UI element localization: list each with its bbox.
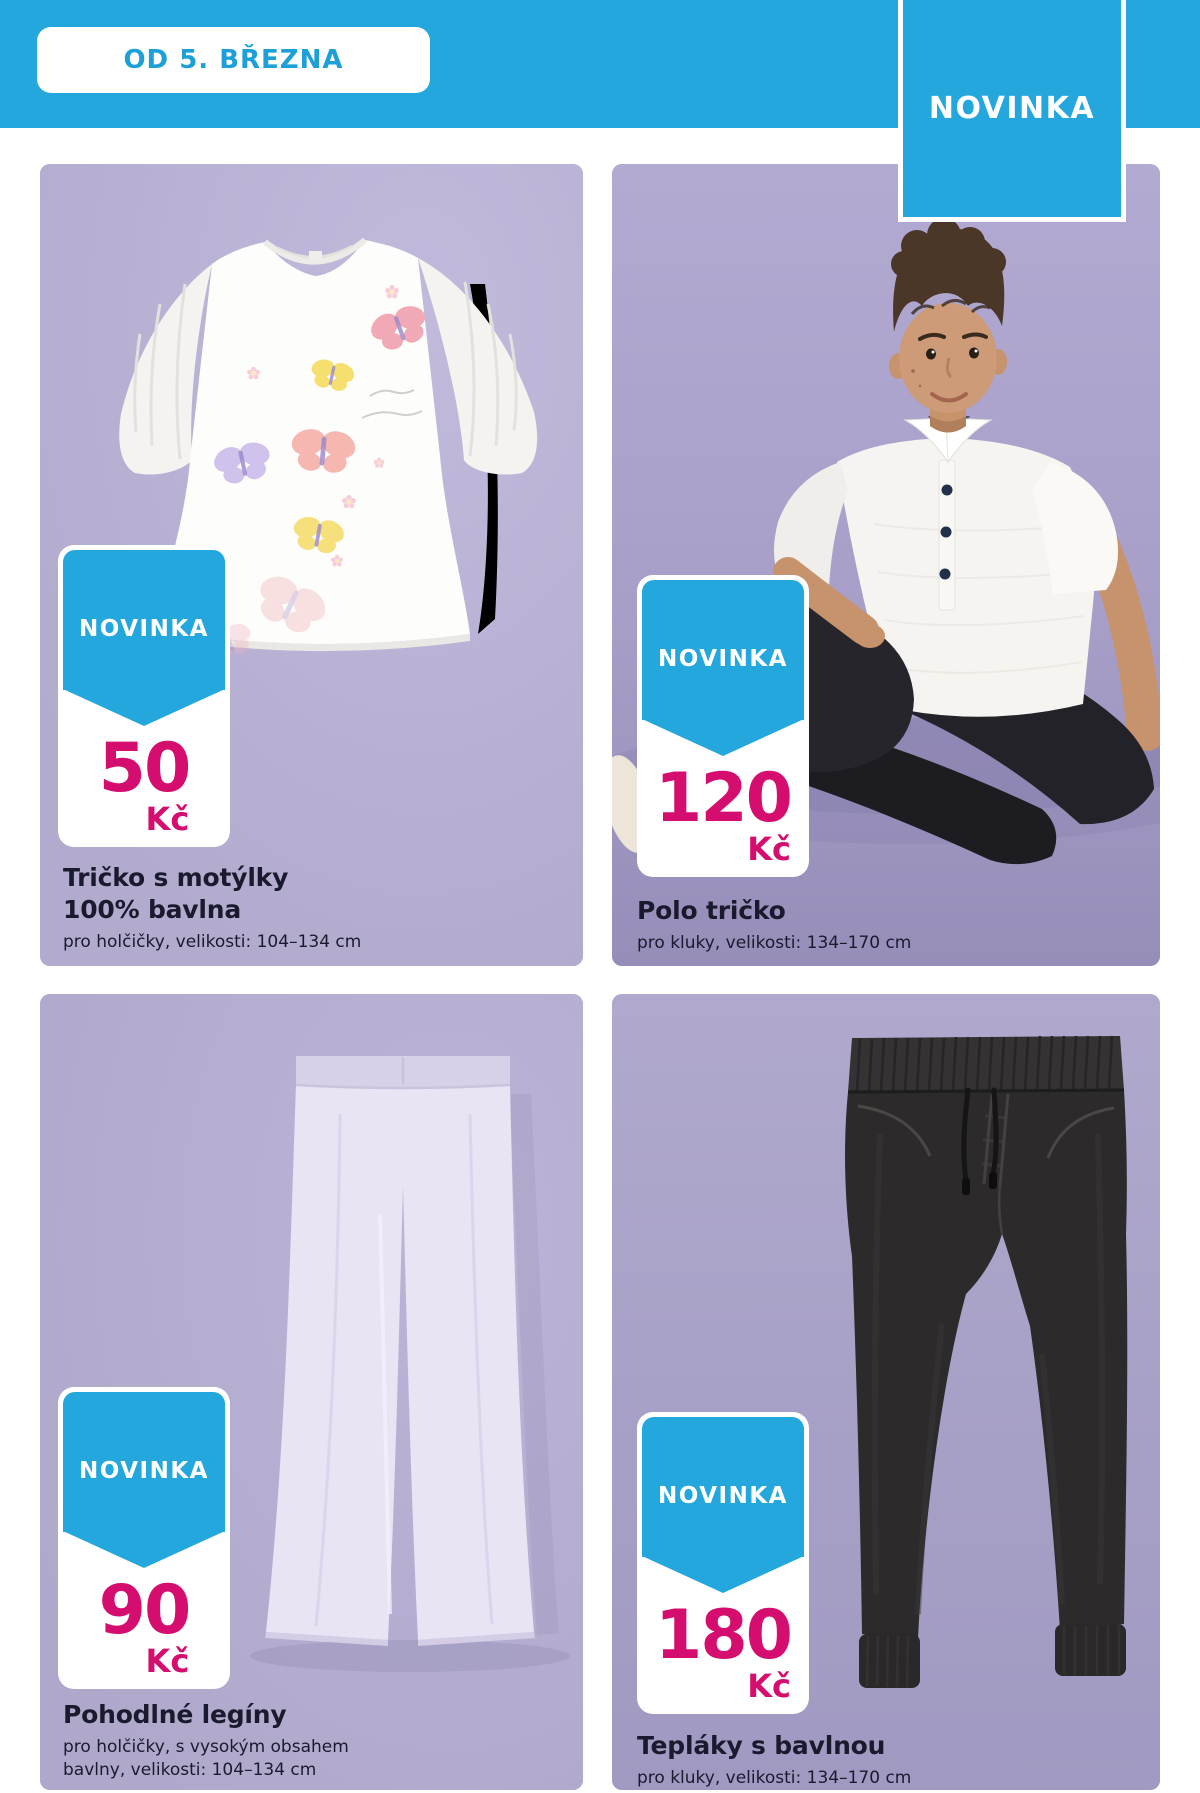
novinka-label: NOVINKA [658,1483,788,1509]
novinka-ribbon [637,1412,809,1714]
novinka-pennant [642,1417,804,1557]
price-currency: Kč [747,1667,791,1705]
product-caption [637,1730,911,1790]
product-description: pro kluky, velikosti: 134–170 cm [637,933,912,953]
price-currency: Kč [747,830,791,868]
corner-badge-inner [903,0,1121,217]
novinka-ribbon [58,545,230,847]
product-tile-polo-tricko [612,164,1160,966]
product-tile-teplaky [612,994,1160,1790]
price-value: 90 [98,1571,190,1650]
product-caption [637,895,911,955]
date-badge-label: OD 5. BŘEZNA [123,45,344,75]
pennant-point [642,719,804,756]
novinka-pennant [63,1392,225,1532]
price-value: 50 [98,729,190,808]
new-corner-badge [898,0,1126,222]
price [58,1571,230,1680]
product-description: pro kluky, velikosti: 134–170 cm [637,1768,912,1788]
novinka-ribbon [58,1387,230,1689]
product-description: pro holčičky, s vysokým obsahem bavlny, velikosti: 104–134 cm [63,1737,349,1780]
price [637,1596,809,1705]
pennant-point [63,689,225,726]
product-tile-leginy [40,994,583,1790]
novinka-label: NOVINKA [79,616,209,642]
novinka-ribbon [637,575,809,877]
product-title: Tričko s motýlky 100% bavlna [63,863,289,924]
price-currency: Kč [145,800,190,838]
product-title: Pohodlné legíny [63,1700,287,1729]
novinka-label: NOVINKA [79,1458,209,1484]
price [637,759,809,868]
price-currency: Kč [145,1642,190,1680]
price-value: 180 [655,1596,791,1675]
product-tile-tricko-s-motylky [40,164,583,966]
product-title: Polo tričko [637,896,786,925]
product-title: Tepláky s bavlnou [637,1731,886,1760]
price [58,729,230,838]
novinka-pennant [63,550,225,690]
novinka-label: NOVINKA [658,646,788,672]
novinka-pennant [642,580,804,720]
pennant-point [642,1556,804,1593]
corner-badge-label: NOVINKA [928,91,1096,126]
product-description: pro holčičky, velikosti: 104–134 cm [63,932,362,952]
pennant-point [63,1531,225,1568]
date-badge [37,27,430,93]
product-caption [63,862,361,954]
price-value: 120 [655,759,791,838]
product-caption [63,1699,349,1782]
